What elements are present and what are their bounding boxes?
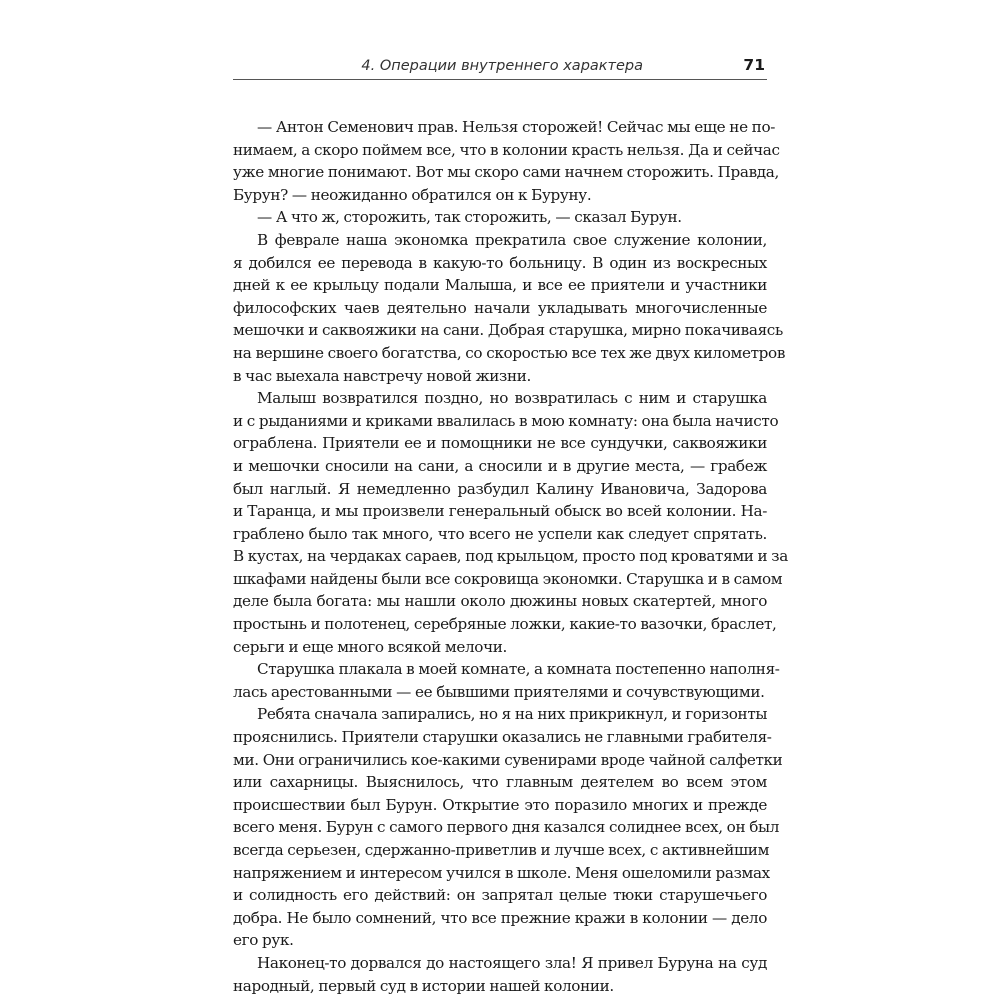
text-line: и мешочки сносили на сани, а сносили и в другие места, — грабеж: [233, 456, 767, 475]
text-line: лась арестованными — ее бывшими приятелями и сочувствующими.: [233, 682, 765, 701]
text-line: или сахарницы. Выяснилось, что главным деятелем во всем этом: [233, 773, 767, 792]
text-line: происшествии был Бурун. Открытие это поразило многих и прежде: [233, 795, 767, 814]
text-line: напряжением и интересом учился в школе. Меня ошеломили размах: [233, 863, 770, 882]
text-line: простынь и полотенец, серебряные ложки, какие-то вазочки, браслет,: [233, 615, 777, 634]
text-line: Ребята сначала запирались, но я на них прикрикнул, и горизонты: [257, 705, 768, 724]
body-text: [233, 116, 788, 997]
text-line: В феврале наша экономка прекратила свое служение колонии,: [257, 230, 767, 249]
text-line: уже многие понимают. Вот мы скоро сами начнем сторожить. Правда,: [233, 163, 779, 182]
text-line: — А что ж, сторожить, так сторожить, — сказал Бурун.: [257, 208, 682, 227]
text-line: его рук.: [233, 931, 294, 950]
text-line: деле была богата: мы нашли около дюжины новых скатертей, много: [233, 592, 767, 611]
text-line: В кустах, на чердаках сараев, под крыльцом, просто под кроватями и за: [233, 547, 788, 566]
header-rule: [233, 79, 767, 80]
text-line: на вершине своего богатства, со скоростью все тех же двух километров: [233, 343, 786, 362]
text-line: всегда серьезен, сдержанно-приветлив и лучше всех, с активнейшим: [233, 841, 770, 859]
text-line: Малыш возвратился поздно, но возвратилась с ним и старушка: [257, 389, 767, 408]
text-line: философских чаев деятельно начали укладывать многочисленные: [233, 298, 767, 317]
text-line: нимаем, а скоро поймем все, что в колонии красть нельзя. Да и сейчас: [233, 140, 780, 159]
text-line: Бурун? — неожиданно обратился он к Буруну.: [233, 185, 592, 204]
text-line: Старушка плакала в моей комнате, а комната постепенно наполня-: [257, 660, 780, 679]
text-line: я добился ее перевода в какую-то больницу. В один из воскресных: [233, 253, 767, 272]
text-line: шкафами найдены были все сокровища экономки. Старушка и в самом: [233, 569, 783, 588]
text-line: мешочки и саквояжики на сани. Добрая старушка, мирно покачиваясь: [233, 321, 783, 340]
text-line: дней к ее крыльцу подали Малыша, и все ее приятели и участники: [233, 276, 767, 295]
text-line: был наглый. Я немедленно разбудил Калину Ивановича, Задорова: [233, 479, 767, 498]
text-line: Наконец-то дорвался до настоящего зла! Я привел Буруна на суд: [257, 953, 767, 972]
text-line: граблено было так много, что всего не успели как следует спрятать.: [233, 524, 767, 543]
text-line: всего меня. Бурун с самого первого дня казался солиднее всех, он был: [233, 818, 780, 837]
text-line: прояснились. Приятели старушки оказались не главными грабителя-: [233, 728, 772, 747]
text-line: народный, первый суд в истории нашей колонии.: [233, 976, 614, 995]
text-line: серьги и еще много всякой мелочи.: [233, 637, 508, 656]
text-line: и Таранца, и мы произвели генеральный обыск во всей колонии. На-: [233, 502, 767, 521]
page-number: 71: [743, 56, 765, 74]
text-line: и с рыданиями и криками ввалилась в мою комнату: она была начисто: [233, 411, 779, 430]
running-head: [233, 55, 767, 81]
text-line: добра. Не было сомнений, что все прежние кражи в колонии — дело: [233, 908, 767, 927]
text-line: ограблена. Приятели ее и помощники не все сундучки, саквояжики: [233, 434, 767, 453]
text-line: в час выехала навстречу новой жизни.: [233, 366, 531, 385]
text-line: и солидность его действий: он запрятал целые тюки старушечьего: [233, 886, 767, 905]
chapter-title: 4. Операции внутреннего характера: [361, 58, 643, 74]
text-line: — Антон Семенович прав. Нельзя сторожей! Сейчас мы еще не по-: [257, 118, 776, 136]
text-line: ми. Они ограничились кое-какими сувенирами вроде чайной салфетки: [233, 750, 783, 769]
